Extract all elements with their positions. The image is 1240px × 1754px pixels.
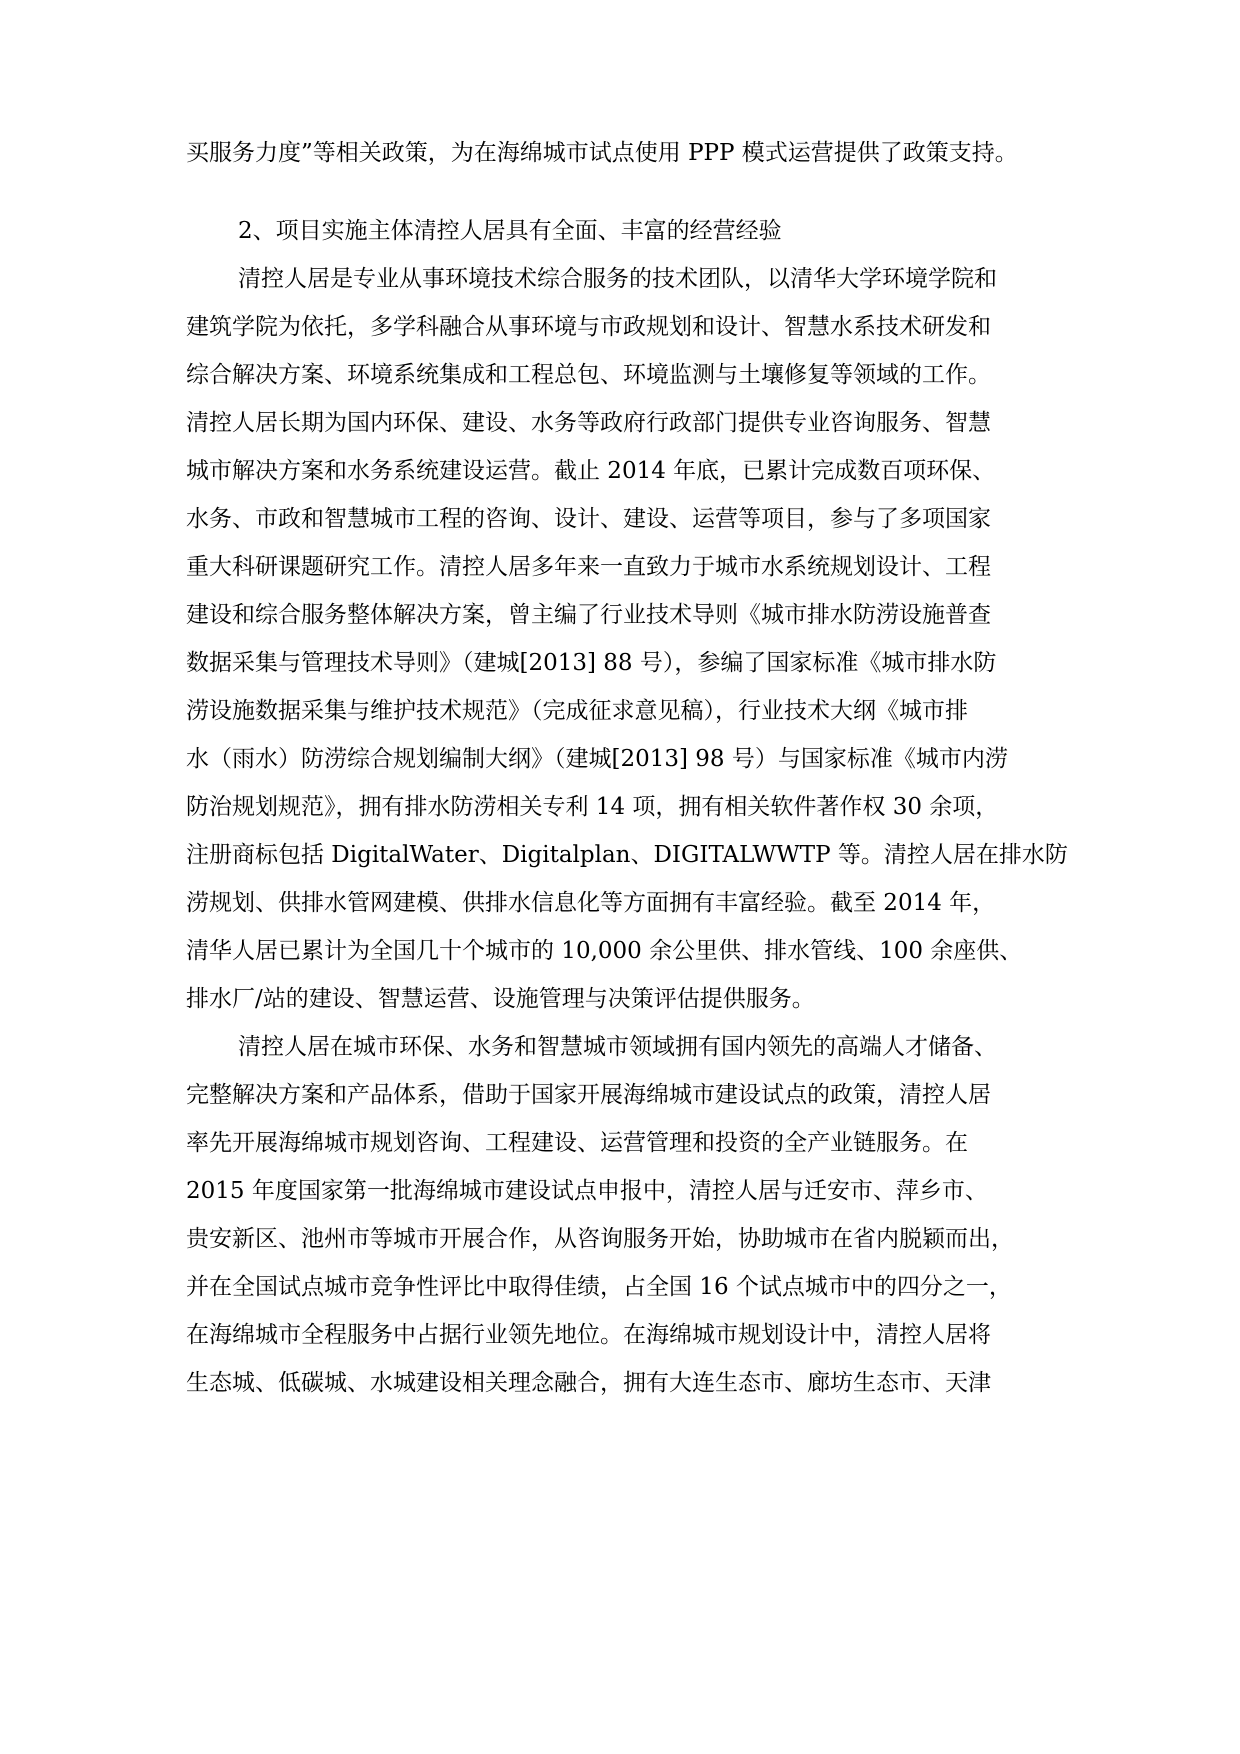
body-text-line: 建筑学院为依托，多学科融合从事环境与市政规划和设计、智慧水系技术研发和 [186,314,991,340]
body-text-line: 清控人居长期为国内环保、建设、水务等政府行政部门提供专业咨询服务、智慧 [186,410,991,436]
body-text-line: 率先开展海绵城市规划咨询、工程建设、运营管理和投资的全产业链服务。在 [186,1130,968,1156]
body-text-line: 清控人居在城市环保、水务和智慧城市领域拥有国内领先的高端人才储备、 [238,1034,997,1060]
body-text-line: 在海绵城市全程服务中占据行业领先地位。在海绵城市规划设计中，清控人居将 [186,1322,991,1348]
body-text-line: 数据采集与管理技术导则》（建城[2013] 88 号），参编了国家标准《城市排水防 [186,650,997,676]
body-text-line: 综合解决方案、环境系统集成和工程总包、环境监测与土壤修复等领域的工作。 [186,362,991,388]
body-text-line: 买服务力度”等相关政策，为在海绵城市试点使用 PPP 模式运营提供了政策支持。 [186,140,1018,166]
body-text-line: 水（雨水）防涝综合规划编制大纲》（建城[2013] 98 号）与国家标准《城市内涝 [186,746,1008,772]
body-text-line: 完整解决方案和产品体系，借助于国家开展海绵城市建设试点的政策，清控人居 [186,1082,991,1108]
body-text-line: 城市解决方案和水务系统建设运营。截止 2014 年底，已累计完成数百项环保、 [186,458,996,484]
body-text-line: 贵安新区、池州市等城市开展合作，从咨询服务开始，协助城市在省内脱颖而出， [186,1226,1014,1252]
body-text-line: 2015 年度国家第一批海绵城市建设试点申报中，清控人居与迁安市、萍乡市、 [186,1178,988,1204]
body-text-line: 防治规划规范》，拥有排水防涝相关专利 14 项，拥有相关软件著作权 30 余项， [186,794,999,820]
body-text-line: 排水厂/站的建设、智慧运营、设施管理与决策评估提供服务。 [186,986,815,1012]
body-text-line: 注册商标包括 DigitalWater、Digitalplan、DIGITALWWTP 等。清控人居在排水防 [186,842,1068,868]
body-text-line: 涝规划、供排水管网建模、供排水信息化等方面拥有丰富经验。截至 2014 年， [186,890,996,916]
body-text-line: 生态城、低碳城、水城建设相关理念融合，拥有大连生态市、廊坊生态市、天津 [186,1370,991,1396]
body-text-line: 水务、市政和智慧城市工程的咨询、设计、建设、运营等项目，参与了多项国家 [186,506,991,532]
body-text-line: 并在全国试点城市竞争性评比中取得佳绩，占全国 16 个试点城市中的四分之一， [186,1274,1012,1300]
section-heading: 2、项目实施主体清控人居具有全面、丰富的经营经验 [238,218,782,244]
body-text-line: 涝设施数据采集与维护技术规范》（完成征求意见稿），行业技术大纲《城市排 [186,698,968,724]
body-text-line: 清控人居是专业从事环境技术综合服务的技术团队，以清华大学环境学院和 [238,266,997,292]
body-text-line: 建设和综合服务整体解决方案，曾主编了行业技术导则《城市排水防涝设施普查 [186,602,991,628]
body-text-line: 清华人居已累计为全国几十个城市的 10,000 余公里供、排水管线、100 余座供、 [186,938,1023,964]
body-text-line: 重大科研课题研究工作。清控人居多年来一直致力于城市水系统规划设计、工程 [186,554,991,580]
